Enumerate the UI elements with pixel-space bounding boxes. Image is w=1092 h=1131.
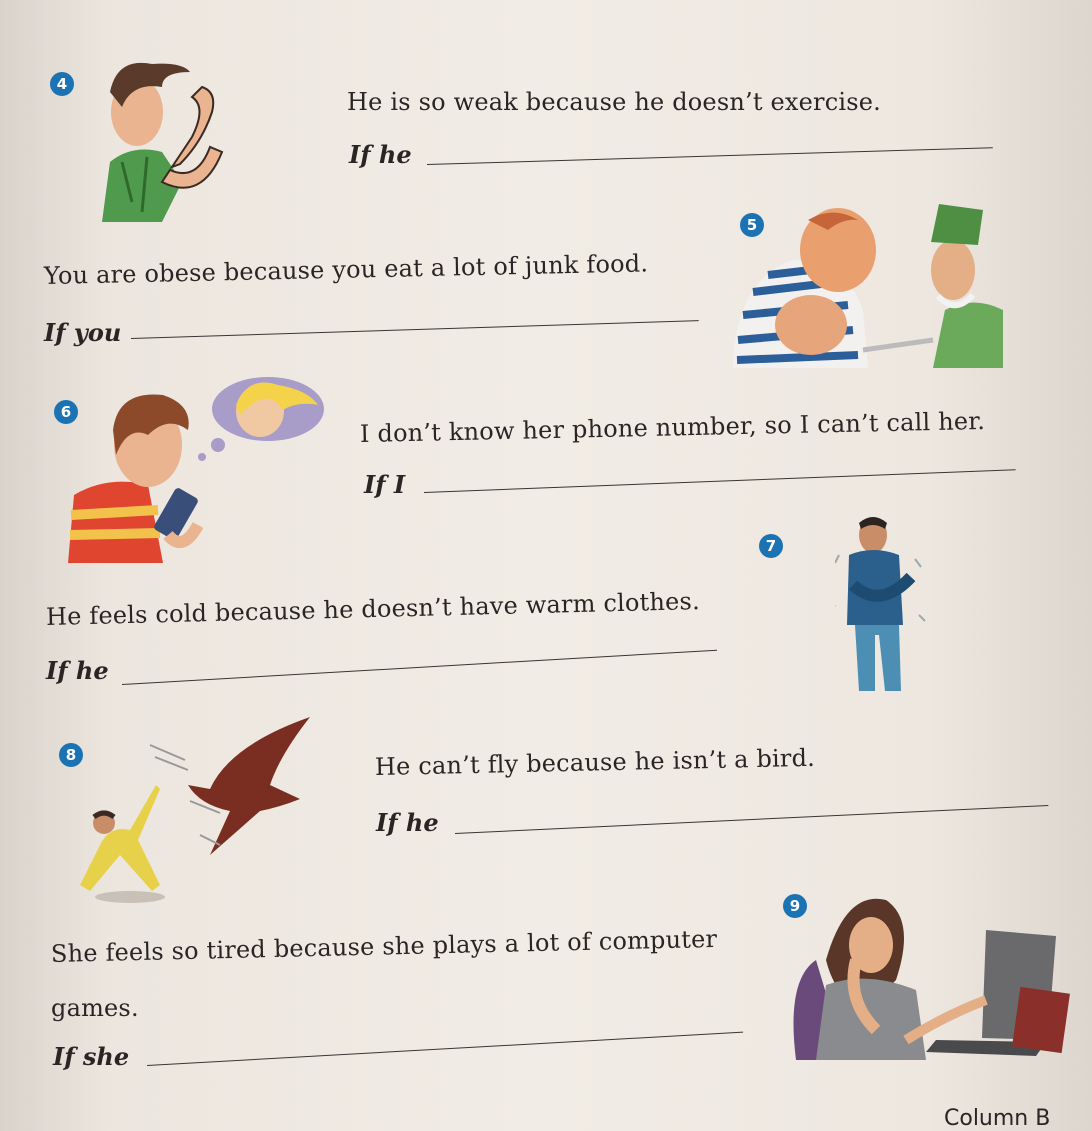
answer-line[interactable] bbox=[131, 320, 699, 339]
answer-lead: If she bbox=[53, 1042, 130, 1071]
answer-lead: If I bbox=[364, 470, 406, 499]
man-jumping-beside-bird-illustration bbox=[60, 715, 318, 905]
footer-heading: Column B bbox=[944, 1106, 1051, 1131]
exercise-number-badge: 9 bbox=[783, 894, 807, 918]
exercise-number-badge: 4 bbox=[50, 72, 74, 96]
exercise-sentence: You are obese because you eat a lot of junk food. bbox=[43, 249, 649, 290]
exercise-sentence-line-2: games. bbox=[51, 994, 139, 1022]
exercise-sentence: He is so weak because he doesn’t exercise. bbox=[347, 88, 881, 116]
exercise-number-badge: 8 bbox=[59, 743, 83, 767]
answer-line[interactable] bbox=[424, 469, 1016, 493]
answer-line[interactable] bbox=[455, 805, 1048, 834]
weak-man-flexing-illustration bbox=[92, 52, 237, 224]
exercise-sentence: I don’t know her phone number, so I can’t call her. bbox=[359, 406, 986, 448]
exercise-number-badge: 7 bbox=[759, 534, 783, 558]
boy-with-phone-thinking-of-girl-illustration bbox=[68, 375, 326, 565]
answer-lead: If he bbox=[376, 808, 439, 837]
answer-line[interactable] bbox=[147, 1032, 743, 1066]
exercise-sentence: He feels cold because he doesn’t have warm clothes. bbox=[45, 587, 701, 631]
exercise-sentence: He can’t fly because he isn’t a bird. bbox=[374, 743, 816, 781]
tired-girl-at-laptop-illustration bbox=[786, 890, 1072, 1064]
cold-man-hugging-himself-illustration bbox=[835, 515, 927, 693]
answer-lead: If you bbox=[44, 318, 122, 347]
exercise-sentence-line-1: She feels so tired because she plays a lot of computer bbox=[50, 924, 718, 968]
obese-man-with-doctor-illustration bbox=[733, 200, 1009, 368]
answer-line[interactable] bbox=[427, 147, 993, 165]
answer-line[interactable] bbox=[122, 650, 717, 685]
exercise-number-badge: 5 bbox=[740, 213, 764, 237]
answer-lead: If he bbox=[349, 140, 412, 169]
answer-lead: If he bbox=[46, 656, 109, 685]
exercise-number-badge: 6 bbox=[54, 400, 78, 424]
